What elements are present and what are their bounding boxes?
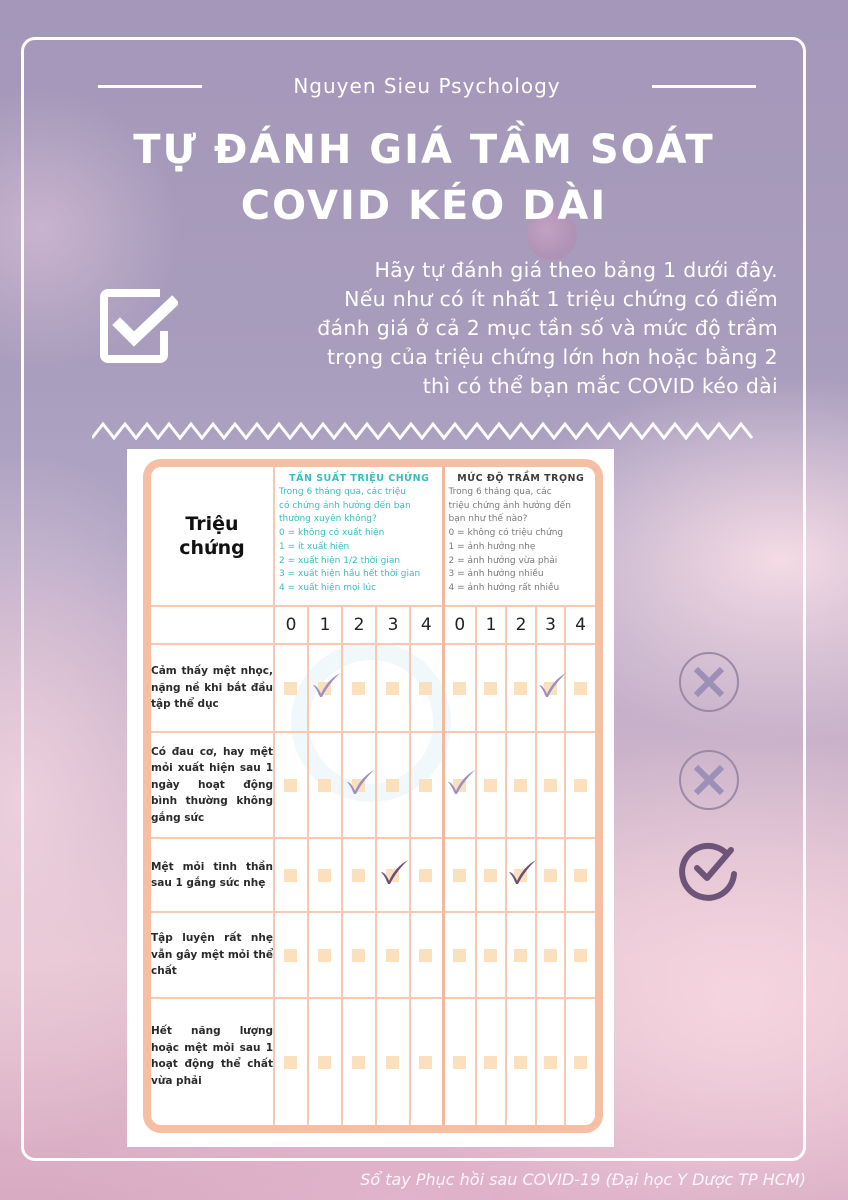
frequency-option-3[interactable] (376, 732, 410, 838)
rating-cell (275, 999, 307, 1125)
rating-cell (377, 913, 409, 997)
table-row (151, 998, 595, 1125)
rating-cell (566, 733, 595, 837)
checkbox[interactable] (284, 779, 297, 792)
checkbox[interactable] (544, 869, 557, 882)
checkbox[interactable] (453, 869, 466, 882)
legend-line: 4 = xuất hiện mọi lúc (279, 582, 377, 593)
rating-cell (477, 999, 505, 1125)
sev-scale-4: 4 (565, 606, 595, 644)
checkbox[interactable] (386, 949, 399, 962)
severity-option-2[interactable] (506, 644, 536, 732)
rating-cell (507, 839, 535, 911)
legend-line: 4 = ảnh hưởng rất nhiều (448, 582, 560, 593)
rating-cell (343, 839, 375, 911)
checkmark-icon (537, 672, 567, 698)
frequency-option-3[interactable] (376, 998, 410, 1125)
checkbox[interactable] (386, 682, 399, 695)
checkbox[interactable] (453, 949, 466, 962)
frequency-option-4[interactable] (410, 998, 443, 1125)
severity-option-0[interactable] (443, 838, 476, 912)
rating-cell (309, 645, 341, 731)
checkbox[interactable] (574, 949, 587, 962)
checkbox[interactable] (284, 869, 297, 882)
legend-line: Trong 6 tháng qua, các (448, 487, 552, 497)
checkbox[interactable] (386, 1056, 399, 1069)
severity-option-1[interactable] (476, 912, 506, 998)
table-row (151, 644, 595, 732)
checkbox[interactable] (318, 779, 331, 792)
checkmark-icon (507, 859, 537, 885)
brand-line-left (98, 85, 202, 88)
frequency-option-2[interactable] (342, 732, 376, 838)
rating-cell (343, 645, 375, 731)
frequency-option-2[interactable] (342, 644, 376, 732)
rating-cell (377, 645, 409, 731)
rating-cell (537, 999, 564, 1125)
page-title (100, 122, 748, 234)
rating-cell (445, 733, 476, 837)
checkbox[interactable] (544, 779, 557, 792)
severity-option-2[interactable] (506, 998, 536, 1125)
checkbox[interactable] (484, 1056, 497, 1069)
checkbox[interactable] (484, 949, 497, 962)
rating-cell (566, 839, 595, 911)
checkbox[interactable] (574, 779, 587, 792)
rating-cell (309, 913, 341, 997)
rating-cell (343, 913, 375, 997)
checkbox[interactable] (284, 949, 297, 962)
frequency-option-4[interactable] (410, 912, 443, 998)
checkmark-icon (379, 859, 409, 885)
severity-option-4[interactable] (565, 912, 595, 998)
legend-line: bạn như thế nào? (448, 514, 528, 525)
checkbox[interactable] (544, 949, 557, 962)
frequency-legend (279, 486, 440, 596)
checkbox[interactable] (514, 1056, 527, 1069)
table-header-row (151, 467, 595, 606)
rating-cell (309, 999, 341, 1125)
severity-option-2[interactable] (506, 838, 536, 912)
checkbox[interactable] (419, 1056, 432, 1069)
severity-option-4[interactable] (565, 838, 595, 912)
brand-row (98, 70, 756, 102)
legend-line: 2 = xuất hiện 1/2 thời gian (279, 555, 401, 566)
frequency-option-0[interactable] (274, 838, 308, 912)
frequency-option-3[interactable] (376, 912, 410, 998)
symptom-label: Có đau cơ, hay mệt mỏi xuất hiện sau 1 ngày hoạt động bình thường không gắng sức (151, 732, 274, 838)
checkbox[interactable] (484, 869, 497, 882)
frequency-option-0[interactable] (274, 998, 308, 1125)
checkmark-icon (446, 769, 476, 795)
rating-cell (275, 645, 307, 731)
checkbox[interactable] (284, 682, 297, 695)
severity-option-1[interactable] (476, 644, 506, 732)
brand-line-right (652, 85, 756, 88)
checkbox[interactable] (419, 682, 432, 695)
checkbox[interactable] (318, 1056, 331, 1069)
rating-cell (445, 839, 476, 911)
rating-cell (411, 645, 442, 731)
severity-option-2[interactable] (506, 732, 536, 838)
symptom-label: Mệt mỏi tinh thần sau 1 gắng sức nhẹ (151, 838, 274, 912)
legend-line: 1 = ít xuất hiện (279, 541, 350, 552)
rating-cell (411, 733, 442, 837)
checkbox[interactable] (514, 949, 527, 962)
freq-scale-4: 4 (410, 606, 443, 644)
rating-cell (507, 913, 535, 997)
intro-line: Hãy tự đánh giá theo bảng 1 dưới đây. (374, 258, 778, 282)
rating-cell (445, 999, 476, 1125)
checkbox[interactable] (514, 682, 527, 695)
rating-cell (411, 913, 442, 997)
title-line-1: TỰ ĐÁNH GIÁ TẦM SOÁT (133, 127, 715, 173)
rating-cell (566, 999, 595, 1125)
legend-line: thường xuyên không? (279, 514, 377, 525)
source-footer: Sổ tay Phục hồi sau COVID-19 (Đại học Y Dược TP HCM) (360, 1170, 806, 1189)
frequency-option-2[interactable] (342, 998, 376, 1125)
rating-cell (507, 645, 535, 731)
checkbox[interactable] (419, 869, 432, 882)
legend-line: 1 = ảnh hưởng nhẹ (448, 541, 536, 552)
brand-name: Nguyen Sieu Psychology (293, 74, 561, 98)
frequency-option-1[interactable] (308, 998, 342, 1125)
checkbox[interactable] (574, 682, 587, 695)
frequency-option-0[interactable] (274, 912, 308, 998)
frequency-option-3[interactable] (376, 644, 410, 732)
check-circle-icon (677, 838, 741, 902)
symptom-header-line: Triệu (185, 513, 239, 535)
checkbox[interactable] (453, 1056, 466, 1069)
assessment-sheet (143, 459, 603, 1133)
severity-option-1[interactable] (476, 838, 506, 912)
checkmark-icon (345, 769, 375, 795)
checkbox[interactable] (544, 1056, 557, 1069)
checkbox[interactable] (484, 779, 497, 792)
checkbox-check-icon (98, 287, 178, 365)
rating-cell (377, 839, 409, 911)
intro-line: đánh giá ở cả 2 mục tần số và mức độ trầm (317, 316, 778, 340)
sev-scale-3: 3 (536, 606, 565, 644)
rating-cell (477, 733, 505, 837)
checkbox[interactable] (484, 682, 497, 695)
table-row (151, 838, 595, 912)
severity-option-4[interactable] (565, 644, 595, 732)
rating-cell (275, 733, 307, 837)
rating-cell (377, 999, 409, 1125)
severity-option-1[interactable] (476, 998, 506, 1125)
symptom-label: Cảm thấy mệt nhọc, nặng nề khi bắt đầu tập thể dục (151, 644, 274, 732)
checkbox[interactable] (419, 949, 432, 962)
severity-option-0[interactable] (443, 912, 476, 998)
frequency-title: TẦN SUẤT TRIỆU CHỨNG (289, 473, 430, 484)
rating-cell (537, 913, 564, 997)
freq-scale-1: 1 (308, 606, 342, 644)
legend-line: có chứng ảnh hưởng đến bạn (279, 500, 411, 511)
rating-cell (507, 999, 535, 1125)
severity-option-4[interactable] (565, 998, 595, 1125)
scale-empty-cell (151, 606, 274, 644)
sev-scale-2: 2 (506, 606, 536, 644)
severity-option-0[interactable] (443, 998, 476, 1125)
checkbox[interactable] (574, 869, 587, 882)
checkbox[interactable] (352, 869, 365, 882)
severity-option-3[interactable] (536, 644, 565, 732)
frequency-option-0[interactable] (274, 644, 308, 732)
scale-row (151, 606, 595, 644)
legend-line: triệu chứng ảnh hưởng đến (448, 500, 571, 511)
table-row (151, 732, 595, 838)
freq-scale-0: 0 (274, 606, 308, 644)
checkbox[interactable] (318, 869, 331, 882)
checkbox[interactable] (352, 682, 365, 695)
rating-cell (445, 913, 476, 997)
rating-cell (411, 999, 442, 1125)
intro-line: thì có thể bạn mắc COVID kéo dài (422, 374, 778, 398)
title-line-2: COVID KÉO DÀI (240, 183, 608, 229)
rating-cell (477, 645, 505, 731)
severity-option-1[interactable] (476, 732, 506, 838)
rating-cell (537, 733, 564, 837)
frequency-option-1[interactable] (308, 644, 342, 732)
frequency-header-cell (274, 467, 443, 606)
rating-cell (566, 913, 595, 997)
symptom-header-cell (151, 467, 274, 606)
frequency-option-3[interactable] (376, 838, 410, 912)
checkbox[interactable] (352, 949, 365, 962)
table-row (151, 912, 595, 998)
legend-line: 3 = ảnh hưởng nhiều (448, 569, 544, 580)
severity-option-3[interactable] (536, 732, 565, 838)
severity-legend (449, 486, 594, 596)
frequency-option-0[interactable] (274, 732, 308, 838)
checkbox[interactable] (284, 1056, 297, 1069)
severity-option-3[interactable] (536, 838, 565, 912)
checkbox[interactable] (514, 779, 527, 792)
severity-option-4[interactable] (565, 732, 595, 838)
symptom-label: Hết năng lượng hoặc mệt mỏi sau 1 hoạt động thể chất vừa phải (151, 998, 274, 1125)
checkbox[interactable] (419, 779, 432, 792)
intro-line: trọng của triệu chứng lớn hơn hoặc bằng 2 (326, 345, 778, 369)
checkbox[interactable] (574, 1056, 587, 1069)
checkbox[interactable] (318, 949, 331, 962)
legend-line: 2 = ảnh hưởng vừa phải (448, 555, 558, 566)
checkbox[interactable] (352, 1056, 365, 1069)
frequency-option-4[interactable] (410, 644, 443, 732)
legend-line: 3 = xuất hiện hầu hết thời gian (279, 569, 421, 580)
checkbox[interactable] (386, 779, 399, 792)
frequency-option-2[interactable] (342, 912, 376, 998)
x-circle-icon (677, 748, 741, 812)
intro-line: Nếu như có ít nhất 1 triệu chứng có điểm (344, 287, 778, 311)
rating-cell (377, 733, 409, 837)
frequency-option-2[interactable] (342, 838, 376, 912)
assessment-table (151, 467, 595, 1125)
severity-option-2[interactable] (506, 912, 536, 998)
rating-cell (477, 913, 505, 997)
intro-text (200, 256, 778, 401)
rating-cell (537, 839, 564, 911)
frequency-option-4[interactable] (410, 732, 443, 838)
rating-cell (309, 839, 341, 911)
frequency-option-1[interactable] (308, 732, 342, 838)
severity-option-3[interactable] (536, 912, 565, 998)
symptom-label: Tập luyện rất nhẹ vẫn gây mệt mỏi thể chất (151, 912, 274, 998)
assessment-card (127, 449, 614, 1147)
freq-scale-2: 2 (342, 606, 376, 644)
severity-option-0[interactable] (443, 644, 476, 732)
frequency-option-1[interactable] (308, 912, 342, 998)
severity-title: MỨC ĐỘ TRẦM TRỌNG (457, 473, 585, 484)
legend-line: 0 = không có xuất hiện (279, 528, 385, 539)
rating-cell (566, 645, 595, 731)
frequency-option-4[interactable] (410, 838, 443, 912)
checkbox[interactable] (453, 682, 466, 695)
rating-cell (411, 839, 442, 911)
checkmark-icon (311, 672, 341, 698)
legend-line: 0 = không có triệu chứng (448, 528, 564, 539)
x-circle-icon (677, 650, 741, 714)
rating-cell (343, 999, 375, 1125)
severity-header-cell (443, 467, 595, 606)
severity-option-0[interactable] (443, 732, 476, 838)
rating-cell (477, 839, 505, 911)
legend-line: Trong 6 tháng qua, các triệu (279, 487, 406, 497)
rating-cell (275, 913, 307, 997)
rating-cell (309, 733, 341, 837)
rating-cell (507, 733, 535, 837)
frequency-option-1[interactable] (308, 838, 342, 912)
rating-cell (275, 839, 307, 911)
severity-option-3[interactable] (536, 998, 565, 1125)
sev-scale-1: 1 (476, 606, 506, 644)
symptom-header-line: chứng (179, 537, 245, 559)
sev-scale-0: 0 (443, 606, 476, 644)
rating-cell (343, 733, 375, 837)
zigzag-divider (92, 420, 757, 440)
freq-scale-3: 3 (376, 606, 410, 644)
rating-cell (537, 645, 564, 731)
rating-cell (445, 645, 476, 731)
